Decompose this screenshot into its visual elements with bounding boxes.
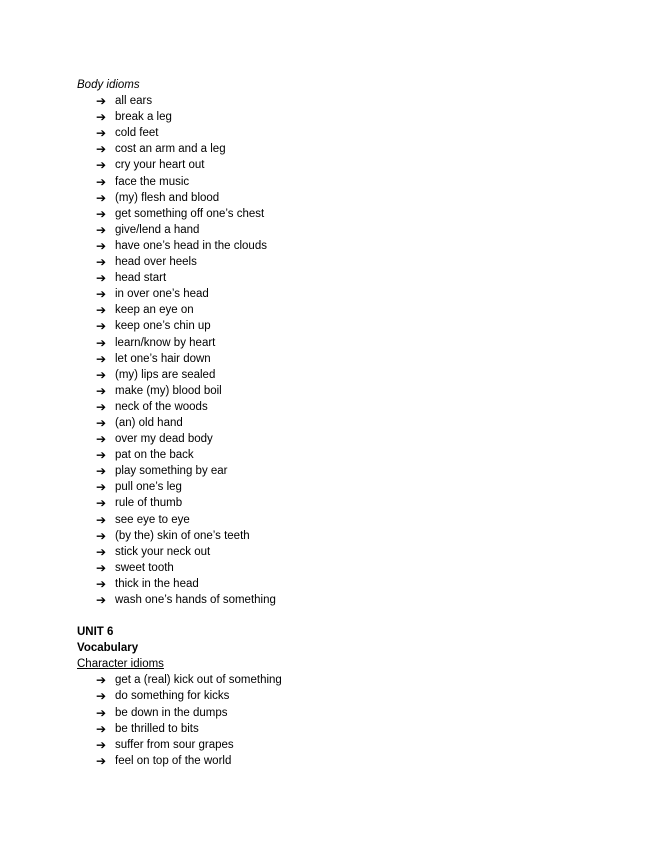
idiom-text: head start — [115, 272, 167, 285]
idiom-text: neck of the woods — [115, 400, 208, 413]
idiom-text: suffer from sour grapes — [115, 738, 234, 751]
list-item — [77, 109, 617, 125]
idiom-text: cry your heart out — [115, 159, 205, 172]
arrow-bullet-icon: ➔ — [96, 158, 107, 173]
idiom-text: rule of thumb — [115, 497, 183, 510]
idiom-text: pull one’s leg — [115, 481, 182, 494]
arrow-bullet-icon: ➔ — [96, 705, 107, 720]
arrow-bullet-icon: ➔ — [96, 673, 107, 688]
list-item — [77, 206, 617, 222]
list-item — [77, 399, 617, 415]
character-idioms-list — [77, 672, 617, 769]
arrow-bullet-icon: ➔ — [96, 464, 107, 479]
list-item — [77, 592, 617, 608]
list-item — [77, 528, 617, 544]
idiom-text: see eye to eye — [115, 513, 190, 526]
list-item — [77, 479, 617, 495]
arrow-bullet-icon: ➔ — [96, 351, 107, 366]
idiom-text: over my dead body — [115, 433, 213, 446]
list-item — [77, 141, 617, 157]
arrow-bullet-icon: ➔ — [96, 319, 107, 334]
idiom-text: break a leg — [115, 111, 172, 124]
idiom-text: get a (real) kick out of something — [115, 674, 282, 687]
arrow-bullet-icon: ➔ — [96, 222, 107, 237]
idiom-text: (my) lips are sealed — [115, 368, 216, 381]
arrow-bullet-icon: ➔ — [96, 448, 107, 463]
section-spacer — [77, 608, 617, 624]
list-item — [77, 753, 617, 769]
idiom-text: (by the) skin of one’s teeth — [115, 529, 250, 542]
list-item — [77, 447, 617, 463]
arrow-bullet-icon: ➔ — [96, 753, 107, 768]
list-item — [77, 286, 617, 302]
idiom-text: stick your neck out — [115, 545, 211, 558]
list-item — [77, 383, 617, 399]
vocabulary-heading: Vocabulary — [77, 642, 139, 655]
list-item — [77, 351, 617, 367]
arrow-bullet-icon: ➔ — [96, 496, 107, 511]
idiom-text: be thrilled to bits — [115, 722, 199, 735]
arrow-bullet-icon: ➔ — [96, 480, 107, 495]
idiom-text: do something for kicks — [115, 690, 230, 703]
arrow-bullet-icon: ➔ — [96, 560, 107, 575]
arrow-bullet-icon: ➔ — [96, 737, 107, 752]
arrow-bullet-icon: ➔ — [96, 593, 107, 607]
list-item — [77, 672, 617, 688]
idiom-text: wash one’s hands of something — [115, 594, 276, 606]
arrow-bullet-icon: ➔ — [96, 576, 107, 591]
idiom-text: face the music — [115, 175, 190, 188]
list-item — [77, 560, 617, 576]
arrow-bullet-icon: ➔ — [96, 255, 107, 270]
idiom-text: keep one’s chin up — [115, 320, 211, 333]
list-item — [77, 705, 617, 721]
list-item — [77, 125, 617, 141]
idiom-text: give/lend a hand — [115, 223, 200, 236]
idiom-text: let one’s hair down — [115, 352, 211, 365]
list-item — [77, 367, 617, 383]
arrow-bullet-icon: ➔ — [96, 432, 107, 447]
arrow-bullet-icon: ➔ — [96, 238, 107, 253]
arrow-bullet-icon: ➔ — [96, 689, 107, 704]
list-item — [77, 157, 617, 173]
idiom-text: all ears — [115, 95, 153, 108]
idiom-text: learn/know by heart — [115, 336, 216, 349]
list-item — [77, 495, 617, 511]
unit-title: UNIT 6 — [77, 626, 114, 639]
list-item — [77, 270, 617, 286]
idiom-text: pat on the back — [115, 449, 194, 462]
idiom-text: (an) old hand — [115, 416, 183, 429]
arrow-bullet-icon: ➔ — [96, 110, 107, 125]
arrow-bullet-icon: ➔ — [96, 287, 107, 302]
idiom-text: thick in the head — [115, 577, 199, 590]
arrow-bullet-icon: ➔ — [96, 126, 107, 141]
arrow-bullet-icon: ➔ — [96, 383, 107, 398]
arrow-bullet-icon: ➔ — [96, 367, 107, 382]
list-item — [77, 93, 617, 109]
arrow-bullet-icon: ➔ — [96, 271, 107, 286]
idiom-text: cold feet — [115, 127, 159, 140]
list-item — [77, 174, 617, 190]
list-item — [77, 415, 617, 431]
idiom-text: cost an arm and a leg — [115, 143, 226, 156]
list-item — [77, 431, 617, 447]
list-item — [77, 190, 617, 206]
list-item — [77, 721, 617, 737]
arrow-bullet-icon: ➔ — [96, 303, 107, 318]
idiom-text: keep an eye on — [115, 304, 194, 317]
list-item — [77, 238, 617, 254]
arrow-bullet-icon: ➔ — [96, 544, 107, 559]
idiom-text: be down in the dumps — [115, 706, 228, 719]
list-item — [77, 512, 617, 528]
arrow-bullet-icon: ➔ — [96, 335, 107, 350]
idiom-text: make (my) blood boil — [115, 384, 222, 397]
list-item — [77, 318, 617, 334]
arrow-bullet-icon: ➔ — [96, 190, 107, 205]
arrow-bullet-icon: ➔ — [96, 415, 107, 430]
body-idioms-heading: Body idioms — [77, 79, 140, 91]
arrow-bullet-icon: ➔ — [96, 142, 107, 157]
idiom-text: (my) flesh and blood — [115, 191, 220, 204]
list-item — [77, 302, 617, 318]
character-idioms-heading: Character idioms — [77, 658, 164, 671]
list-item — [77, 544, 617, 560]
list-item — [77, 254, 617, 270]
list-item — [77, 737, 617, 753]
arrow-bullet-icon: ➔ — [96, 399, 107, 414]
list-item — [77, 576, 617, 592]
arrow-bullet-icon: ➔ — [96, 721, 107, 736]
idiom-text: get something off one’s chest — [115, 207, 265, 220]
arrow-bullet-icon: ➔ — [96, 174, 107, 189]
arrow-bullet-icon: ➔ — [96, 94, 107, 109]
list-item — [77, 222, 617, 238]
body-idioms-list — [77, 93, 617, 608]
arrow-bullet-icon: ➔ — [96, 528, 107, 543]
document-content — [77, 77, 617, 769]
arrow-bullet-icon: ➔ — [96, 512, 107, 527]
idiom-text: play something by ear — [115, 465, 228, 478]
idiom-text: head over heels — [115, 256, 197, 269]
idiom-text: in over one’s head — [115, 288, 209, 301]
arrow-bullet-icon: ➔ — [96, 206, 107, 221]
list-item — [77, 463, 617, 479]
idiom-text: have one’s head in the clouds — [115, 239, 267, 252]
list-item — [77, 688, 617, 704]
list-item — [77, 335, 617, 351]
idiom-text: sweet tooth — [115, 561, 174, 574]
idiom-text: feel on top of the world — [115, 754, 232, 767]
